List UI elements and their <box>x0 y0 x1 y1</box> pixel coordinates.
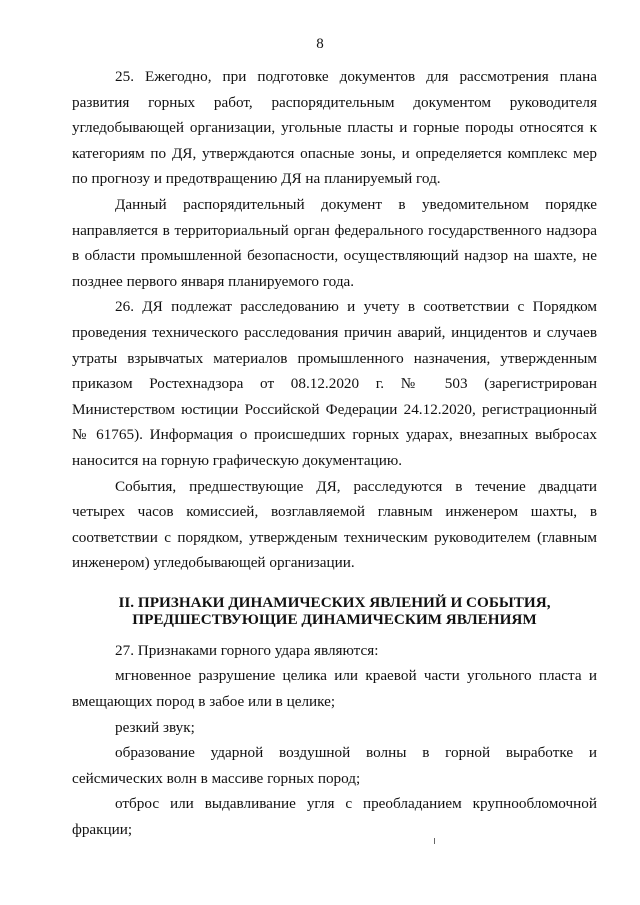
section-heading-line-2: ПРЕДШЕСТВУЮЩИЕ ДИНАМИЧЕСКИМ ЯВЛЕНИЯМ <box>132 610 537 628</box>
section-heading-line-1: II. ПРИЗНАКИ ДИНАМИЧЕСКИХ ЯВЛЕНИЙ И СОБЫТИЯ, <box>118 593 551 611</box>
section-heading <box>72 594 597 628</box>
paragraph-26: 26. ДЯ подлежат расследованию и учету в соответствии с Порядком проведения технического расследования причин аварий, инцидентов и случаев утраты взрывчатых материалов промышленного назначения, утвержденным приказом Ростехнадзора от 08.12.2020 г. № 503 (зарегистрирован Министерством юстиции Российской Федерации 24.12.2020, регистрационный № 61765). Информация о происшедших горных ударах, внезапных выбросах наносится на горную графическую документацию. <box>72 298 597 469</box>
paragraph-26-events: События, предшествующие ДЯ, расследуются в течение двадцати четырех часов комиссией, возглавляемой главным инженером шахты, в соответствии с порядком, утвержденым техническим руководителем (главным инженером) угледобывающей организации. <box>72 477 597 572</box>
list-item: резкий звук; <box>115 718 195 736</box>
paragraph-25: 25. Ежегодно, при подготовке документов для рассмотрения плана развития горных работ, распорядительным документом руководителя угледобывающей организации, угольные пласты и горные породы относятся к категориям по ДЯ, утверждаются опасные зоны, и определяется комплекс мер по прогнозу и предотвращению ДЯ на планируемый год. <box>72 68 597 188</box>
paragraph-27: 27. Признаками горного удара являются: <box>115 641 379 659</box>
page-number: 8 <box>316 36 324 52</box>
document-body <box>72 64 597 843</box>
paragraph-25-notice: Данный распорядительный документ в уведомительном порядке направляется в территориальный орган федерального государственного надзора в области промышленной безопасности, осуществляющий надзор на шахте, не позднее первого января планируемого года. <box>72 195 597 290</box>
list-item: отброс или выдавливание угля с преобладанием крупнообломочной фракции; <box>72 795 597 839</box>
scan-mark <box>434 838 435 844</box>
list-item: образование ударной воздушной волны в горной выработке и сейсмических волн в массиве горных пород; <box>72 744 597 787</box>
list-item: мгновенное разрушение целика или краевой части угольного пласта и вмещающих пород в забое или в целике; <box>72 667 597 711</box>
